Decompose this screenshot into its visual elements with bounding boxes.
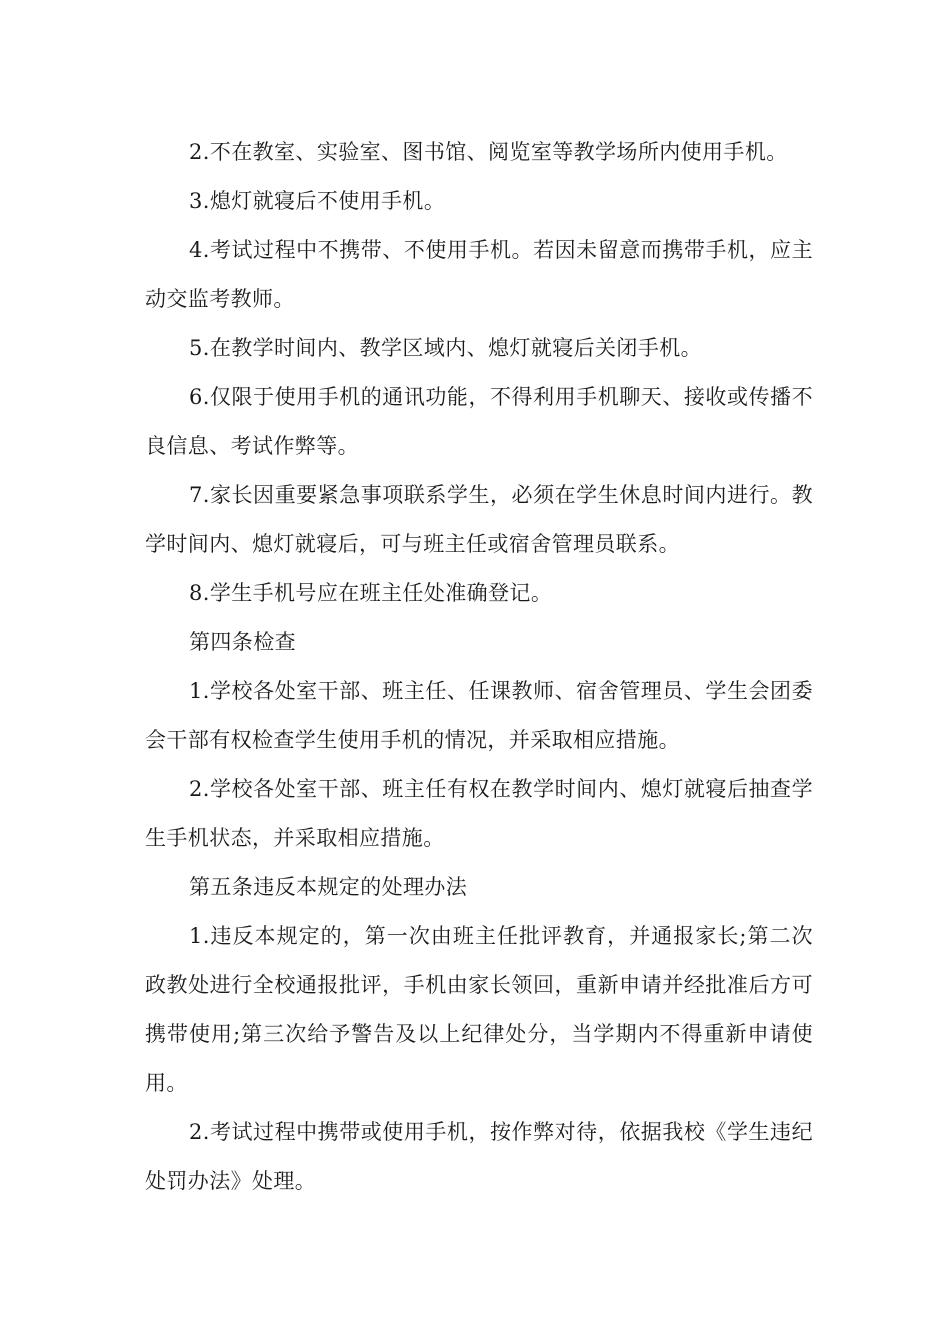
paragraph-1: 2.不在教室、实验室、图书馆、阅览室等教学场所内使用手机。 xyxy=(189,140,788,164)
document-body xyxy=(145,128,813,1206)
paragraph-10: 1.违反本规定的，第一次由班主任批评教育，并通报家长;第二次政教处进行全校通报批评，手机由家长领回，重新申请并经批准后方可携带使用;第三次给予警告及以上纪律处分，当学期内不得重新申请使用。 xyxy=(145,924,813,1095)
paragraph-6: 7.家长因重要紧急事项联系学生，必须在学生休息时间内进行。教学时间内、熄灯就寝后，可与班主任或宿舍管理员联系。 xyxy=(145,483,813,556)
paragraph-8: 1.学校各处室干部、班主任、任课教师、宿舍管理员、学生会团委会干部有权检查学生使用手机的情况，并采取相应措施。 xyxy=(145,679,813,752)
paragraph-11: 2.考试过程中携带或使用手机，按作弊对待，依据我校《学生违纪处罚办法》处理。 xyxy=(145,1120,813,1193)
paragraph-2: 3.熄灯就寝后不使用手机。 xyxy=(189,189,446,213)
paragraph-9: 2.学校各处室干部、班主任有权在教学时间内、熄灯就寝后抽查学生手机状态，并采取相应措施。 xyxy=(145,777,813,850)
paragraph-4: 5.在教学时间内、教学区域内、熄灯就寝后关闭手机。 xyxy=(189,336,703,360)
section-heading-5: 第五条违反本规定的处理办法 xyxy=(189,875,468,899)
paragraph-3: 4.考试过程中不携带、不使用手机。若因未留意而携带手机，应主动交监考教师。 xyxy=(145,238,813,311)
section-heading-4: 第四条检查 xyxy=(189,630,296,654)
paragraph-7: 8.学生手机号应在班主任处准确登记。 xyxy=(189,581,553,605)
paragraph-5: 6.仅限于使用手机的通讯功能，不得利用手机聊天、接收或传播不良信息、考试作弊等。 xyxy=(145,385,813,458)
